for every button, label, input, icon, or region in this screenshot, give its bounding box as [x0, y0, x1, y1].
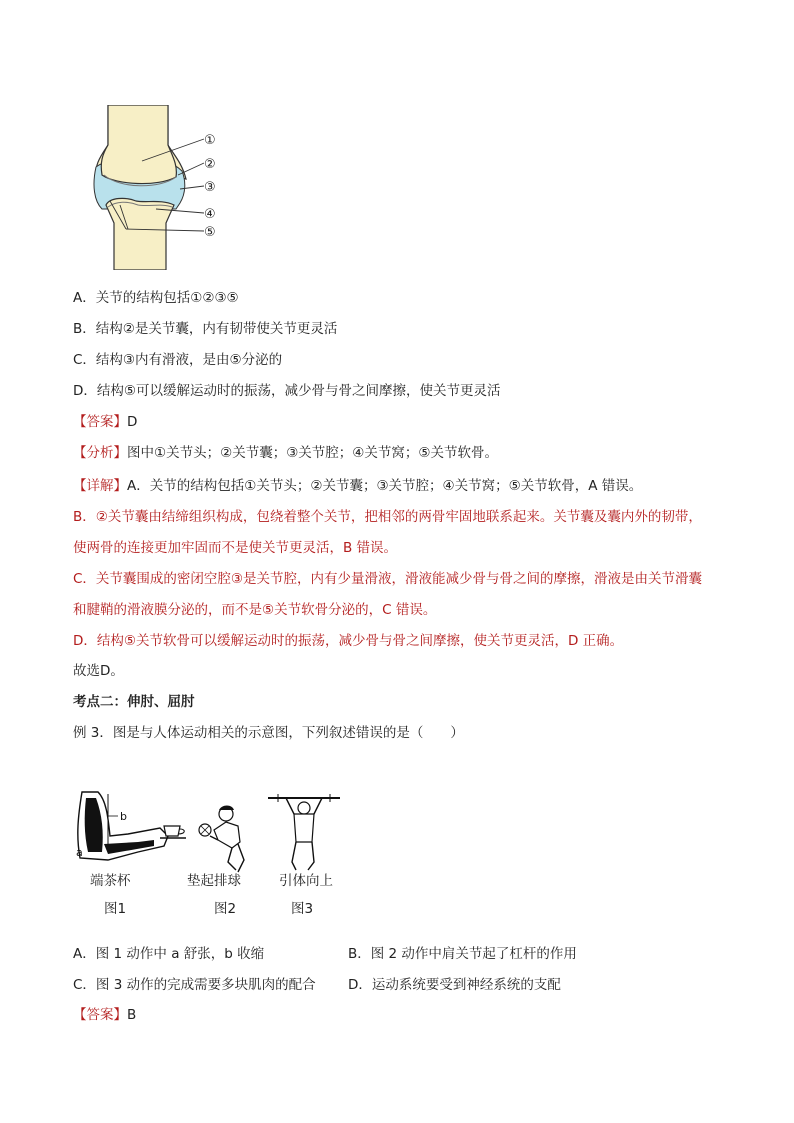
arm-figure	[76, 792, 186, 860]
detail-line-5: 和腱鞘的滑液膜分泌的，而不是⑤关节软骨分泌的，C 错误。	[73, 602, 437, 618]
label-1: ①	[204, 133, 216, 148]
label-2: ②	[204, 157, 216, 172]
answer3-value: B	[127, 1007, 137, 1023]
detail-line-2: B．②关节囊由结缔组织构成，包绕着整个关节，把相邻的两骨牢固地联系起来。关节囊及囊内外的韧带，	[73, 509, 702, 525]
pullup-figure	[268, 794, 340, 870]
option-a: A．关节的结构包括①②③⑤	[73, 290, 239, 306]
label-3: ③	[204, 180, 216, 195]
label-b: b	[120, 810, 127, 823]
detail-text-1: A．关节的结构包括①关节头；②关节囊；③关节腔；④关节窝；⑤关节软骨，A 错误。	[127, 478, 643, 494]
label-5: ⑤	[204, 225, 216, 240]
detail-line-6: D．结构⑤关节软骨可以缓解运动时的振荡，减少骨与骨之间摩擦，使关节更灵活，D 正确。	[73, 633, 624, 649]
detail-line-1	[73, 476, 642, 496]
conclusion: 故选D。	[73, 663, 124, 679]
option3-a: A．图 1 动作中 a 舒张，b 收缩	[73, 946, 265, 962]
detail-line-4: C．关节囊围成的密闭空腔③是关节腔，内有少量滑液，滑液能减少骨与骨之间的摩擦，滑液是由关节滑囊	[73, 571, 703, 587]
fig-label-2: 图2	[214, 901, 237, 917]
section-title: 考点二：伸肘、屈肘	[73, 694, 195, 710]
answer3-tag: 【答案】	[73, 1007, 127, 1023]
caption-cup: 端茶杯	[90, 873, 131, 889]
label-a: a	[76, 846, 83, 859]
analysis-1	[73, 443, 498, 463]
option-d: D．结构⑤可以缓解运动时的振荡，减少骨与骨之间摩擦，使关节更灵活	[73, 383, 501, 399]
answer-3	[73, 1005, 136, 1025]
fig-label-3: 图3	[291, 901, 314, 917]
label-4: ④	[204, 207, 216, 222]
analysis-text: 图中①关节头；②关节囊；③关节腔；④关节窝；⑤关节软骨。	[127, 445, 499, 461]
caption-pullup: 引体向上	[279, 873, 333, 889]
fig-label-1: 图1	[104, 901, 127, 917]
answer-value: D	[127, 414, 138, 430]
knee-joint-diagram	[86, 105, 236, 270]
example-3-stem: 例 3．图是与人体运动相关的示意图，下列叙述错误的是（ ）	[73, 725, 464, 741]
volleyball-figure	[199, 806, 244, 873]
option3-c: C．图 3 动作的完成需要多块肌肉的配合	[73, 977, 316, 993]
option3-d: D．运动系统要受到神经系统的支配	[348, 977, 561, 993]
option-b: B．结构②是关节囊，内有韧带使关节更灵活	[73, 321, 338, 337]
answer-tag: 【答案】	[73, 414, 127, 430]
detail-tag: 【详解】	[73, 478, 127, 494]
detail-line-3: 使两骨的连接更加牢固而不是使关节更灵活，B 错误。	[73, 540, 398, 556]
answer-1	[73, 412, 137, 432]
option-c: C．结构③内有滑液，是由⑤分泌的	[73, 352, 283, 368]
caption-volleyball: 垫起排球	[187, 873, 241, 889]
analysis-tag: 【分析】	[73, 445, 127, 461]
option3-b: B．图 2 动作中肩关节起了杠杆的作用	[348, 946, 577, 962]
